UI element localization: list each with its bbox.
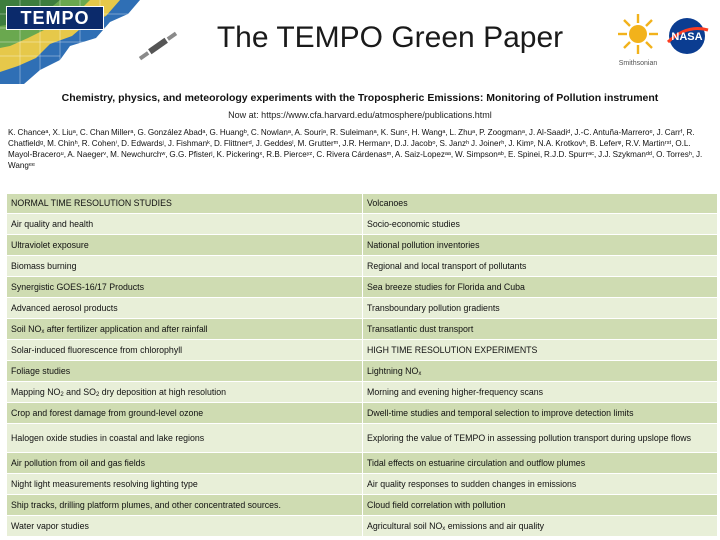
study-text: Biomass burning [11,260,77,271]
study-cell-left [7,403,363,424]
study-text: Soil NO [11,323,42,334]
table-row [7,256,718,277]
study-cell-right [363,361,718,382]
study-text: Morning and evening higher-frequency scans [367,386,544,397]
study-cell-right [363,516,718,537]
study-cell-right [363,256,718,277]
study-cell-right [363,424,718,453]
study-text: Volcanoes [367,198,408,208]
study-text: Agricultural soil NO [367,520,443,531]
study-cell-left [7,194,363,214]
study-cell-right [363,277,718,298]
table-row [7,235,718,256]
table-row [7,495,718,516]
study-cell-left [7,319,363,340]
table-row [7,298,718,319]
study-text: National pollution inventories [367,239,480,250]
study-text: Ship tracks, drilling platform plumes, and other concentrated sources. [11,499,281,510]
study-cell-right [363,403,718,424]
study-text: emissions and air quality [445,520,545,531]
table-row [7,214,718,235]
study-text: Halogen oxide studies in coastal and lake regions [11,432,205,443]
table-row [7,277,718,298]
table-row [7,403,718,424]
study-text: and SO [63,386,97,397]
study-text: Socio-economic studies [367,218,460,229]
table-row [7,340,718,361]
study-text: Night light measurements resolving lighting type [11,478,198,489]
experiments-table [6,193,718,537]
study-cell-left [7,277,363,298]
study-text: Air quality and health [11,218,94,229]
subscript: x [41,328,45,335]
subtitle: Chemistry, physics, and meteorology experiments with the Tropospheric Emissions: Monitoring of Pollution instrument [61,92,659,104]
study-cell-right [363,495,718,516]
smithsonian-label: Smithsonian [618,60,658,67]
study-cell-left [7,382,363,403]
study-text: Foliage studies [11,365,71,376]
author-list: K. Chanceᵃ, X. Liuᵃ, C. Chan Millerᵃ, G. González Abadᵃ, G. Huangᵇ, C. Nowlanᵃ, A. Souriᵃ, R. Suleimanᵃ, K. Sunᶜ, H. Wangᵃ, L. Zhuᵃ, P. Zoogmanᵃ, J. Al-Saadiᵈ, J.-C. Antuña-Marreroᵉ, J. Carrᶠ, R. Chatfieldᵍ, M. Chinʰ, R. Cohenⁱ, D. Edwardsʲ, J. Fishmanᵏ, D. Flittnerᵈ, J. Geddesˡ, M. Grutterᵐ, J.R. Hermanⁿ, D.J. Jacobᵒ, S. Janzʰ J. Joinerʰ, J. Kimᵖ, N.A. Krotkovʰ, B. Leferᵠ, R.V. Martinʳˢᵗ, O.L. Mayol-Braceroᵘ, A. Naegerᵛ, M. Newchurchʷ, G.G. Pfisterʲ, K. Pickeringˣ, R.B. Pierceʸᶻ, C. Rivera Cárdenasᵐ, A. Saiz-Lopezᵃᵃ, W. Simpsonᵃᵇ, E. Spinei, R.J.D. Spurrᵃᶜ, J.J. Szykmanᵈᵈ, O. Torresʰ, J. Wangᵉᵉ [8,128,703,170]
study-cell-left [7,256,363,277]
table-row [7,474,718,495]
study-text: Sea breeze studies for Florida and Cuba [367,281,525,292]
banner [0,0,720,84]
study-text: Solar-induced fluorescence from chlorophyll [11,344,183,355]
table-row [7,516,718,537]
study-text: Transboundary pollution gradients [367,302,500,313]
study-text: HIGH TIME RESOLUTION EXPERIMENTS [367,344,538,355]
table-row [7,319,718,340]
study-text: Ultraviolet exposure [11,239,89,250]
study-text: Advanced aerosol products [11,302,118,313]
study-cell-right [363,340,718,361]
study-cell-left [7,361,363,382]
study-cell-left [7,453,363,474]
study-text: Crop and forest damage from ground-level ozone [11,407,204,418]
study-cell-left [7,495,363,516]
study-text: Mapping NO [11,386,61,397]
study-text: Tidal effects on estuarine circulation and outflow plumes [367,457,586,468]
study-text: Lightning NO [367,365,419,376]
subscript: 2 [96,391,100,398]
study-cell-right [363,235,718,256]
nasa-logo-text: NASA [671,31,703,43]
table-row [7,194,718,214]
study-text: Air pollution from oil and gas fields [11,457,145,468]
page-title: The TEMPO Green Paper [216,21,564,54]
study-cell-right [363,382,718,403]
study-text: Synergistic GOES-16/17 Products [11,281,144,292]
study-text: Water vapor studies [11,520,89,531]
study-cell-left [7,474,363,495]
study-text: Dwell-time studies and temporal selection to improve detection limits [367,407,634,418]
study-text: Air quality responses to sudden changes in emissions [367,478,577,489]
study-cell-left [7,424,363,453]
study-cell-left [7,214,363,235]
study-cell-right [363,298,718,319]
study-cell-right [363,453,718,474]
study-cell-right [363,194,718,214]
study-text: after fertilizer application and after rainfall [44,323,208,334]
study-text: NORMAL TIME RESOLUTION STUDIES [11,198,172,208]
tempo-logo: TEMPO [6,6,104,30]
table-row [7,361,718,382]
study-text: Exploring the value of TEMPO in assessing pollution transport during upslope flows [367,432,692,443]
study-cell-right [363,214,718,235]
study-text: dry deposition at high resolution [99,386,227,397]
table-row [7,382,718,403]
study-cell-right [363,474,718,495]
study-cell-right [363,319,718,340]
publications-url[interactable]: Now at: https://www.cfa.harvard.edu/atmosphere/publications.html [228,110,492,120]
subscript: 2 [60,391,64,398]
study-cell-left [7,516,363,537]
study-cell-left [7,235,363,256]
table-row [7,424,718,453]
study-text: Regional and local transport of pollutants [367,260,527,271]
study-text: Transatlantic dust transport [367,323,474,334]
nasa-logo-icon [664,16,710,56]
study-text: Cloud field correlation with pollution [367,499,506,510]
subscript: x [418,370,422,377]
study-cell-left [7,340,363,361]
study-cell-left [7,298,363,319]
subscript: x [442,525,446,532]
table-row [7,453,718,474]
